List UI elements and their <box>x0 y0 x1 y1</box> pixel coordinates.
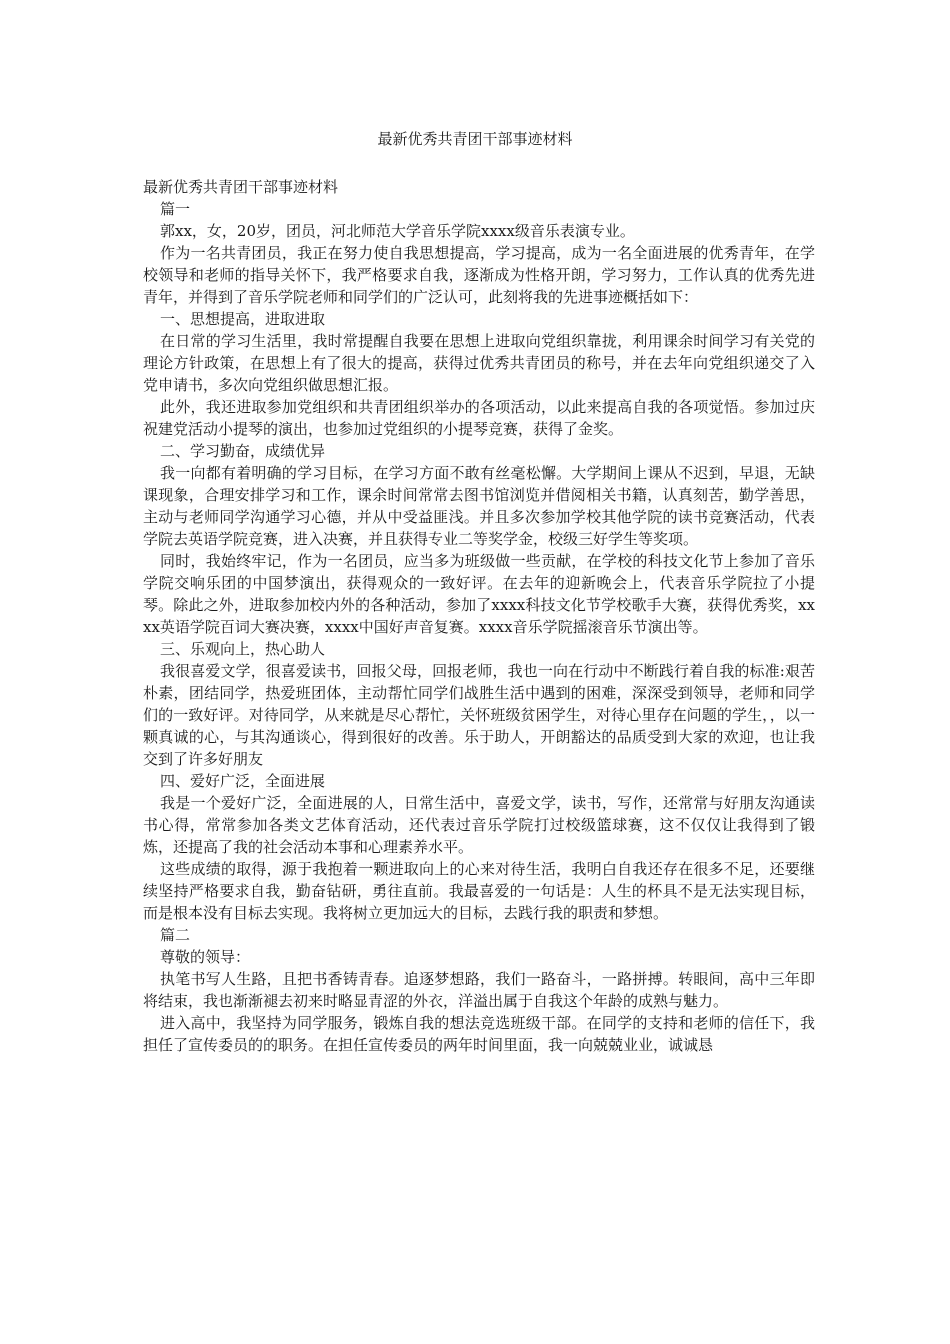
salutation: 尊敬的领导： <box>160 948 251 966</box>
paragraph: 此外，我还进取参加党组织和共青团组织举办的各项活动，以此来提高自我的各项觉悟。参加过庆祝建党活动小提琴的演出，也参加过党组织的小提琴竞赛，获得了金奖。 <box>143 398 815 438</box>
section-heading-3: 三、乐观向上，热心助人 <box>160 640 326 658</box>
paragraph-intro: 郭xx，女，20岁，团员，河北师范大学音乐学院xxxx级音乐表演专业。 <box>160 222 635 240</box>
paragraph: 这些成绩的取得，源于我抱着一颗进取向上的心来对待生活，我明白自我还存在很多不足，还要继续坚持严格要求自我，勤奋钻研，勇往直前。我最喜爱的一句话是：人生的杯具不是无法实现目标，而是根本没有目标去实现。我将树立更加远大的目标，去践行我的职责和梦想。 <box>143 860 815 922</box>
subtitle-line: 最新优秀共青团干部事迹材料 <box>143 178 339 196</box>
paragraph: 在日常的学习生活里，我时常提醒自我要在思想上进取向党组织靠拢，利用课余时间学习有关党的理论方针政策，在思想上有了很大的提高，获得过优秀共青团员的称号，并在去年向党组织递交了入党申请书，多次向党组织做思想汇报。 <box>143 332 815 394</box>
paragraph: 我是一个爱好广泛，全面进展的人，日常生活中，喜爱文学，读书，写作，还常常与好朋友沟通读书心得，常常参加各类文艺体育活动，还代表过音乐学院打过校级篮球赛，这不仅仅让我得到了锻炼，还提高了我的社会活动本事和心理素养水平。 <box>143 794 815 856</box>
paragraph: 执笔书写人生路，且把书香铸青春。追逐梦想路，我们一路奋斗，一路拼搏。转眼间，高中三年即将结束，我也渐渐褪去初来时略显青涩的外衣，洋溢出属于自我这个年龄的成熟与魅力。 <box>143 970 815 1010</box>
section-heading-2: 二、学习勤奋，成绩优异 <box>160 442 326 460</box>
section-heading-4: 四、爱好广泛，全面进展 <box>160 772 326 790</box>
section-label-part-one: 篇一 <box>160 200 191 218</box>
paragraph: 作为一名共青团员，我正在努力使自我思想提高，学习提高，成为一名全面进展的优秀青年，在学校领导和老师的指导关怀下，我严格要求自我，逐渐成为性格开朗，学习努力，工作认真的优秀先进青年，并得到了音乐学院老师和同学们的广泛认可，此刻将我的先进事迹概括如下： <box>143 244 815 306</box>
paragraph: 同时，我始终牢记，作为一名团员，应当多为班级做一些贡献，在学校的科技文化节上参加了音乐学院交响乐团的中国梦演出，获得观众的一致好评。在去年的迎新晚会上，代表音乐学院拉了小提琴。除此之外，进取参加校内外的各种活动，参加了xxxx科技文化节学校歌手大赛，获得优秀奖，xxxx英语学院百词大赛决赛，xxxx中国好声音复赛。xxxx音乐学院摇滚音乐节演出等。 <box>143 552 815 636</box>
paragraph: 我一向都有着明确的学习目标，在学习方面不敢有丝毫松懈。大学期间上课从不迟到，早退，无缺课现象，合理安排学习和工作，课余时间常常去图书馆浏览并借阅相关书籍，认真刻苦，勤学善思，主动与老师同学沟通学习心德，并从中受益匪浅。并且多次参加学校其他学院的读书竞赛活动，代表学院去英语学院竞赛，进入决赛，并且获得专业二等奖学金，校级三好学生等奖项。 <box>143 464 815 548</box>
document-title: 最新优秀共青团干部事迹材料 <box>377 130 573 148</box>
document-body <box>143 176 815 1056</box>
section-label-part-two: 篇二 <box>160 926 191 944</box>
section-heading-1: 一、思想提高，进取进取 <box>160 310 326 328</box>
paragraph: 我很喜爱文学，很喜爱读书，回报父母，回报老师，我也一向在行动中不断践行着自我的标准:艰苦朴素，团结同学，热爱班团体，主动帮忙同学们战胜生活中遇到的困难，深深受到领导，老师和同学们的一致好评。对待同学，从来就是尽心帮忙，关怀班级贫困学生，对待心里存在问题的学生，，以一颗真诚的心，与其沟通谈心，得到很好的改善。乐于助人，开朗豁达的品质受到大家的欢迎，也让我交到了许多好朋友 <box>143 662 815 768</box>
paragraph: 进入高中，我坚持为同学服务，锻炼自我的想法竞选班级干部。在同学的支持和老师的信任下，我担任了宣传委员的的职务。在担任宣传委员的两年时间里面，我一向兢兢业业，诚诚恳 <box>143 1014 815 1054</box>
